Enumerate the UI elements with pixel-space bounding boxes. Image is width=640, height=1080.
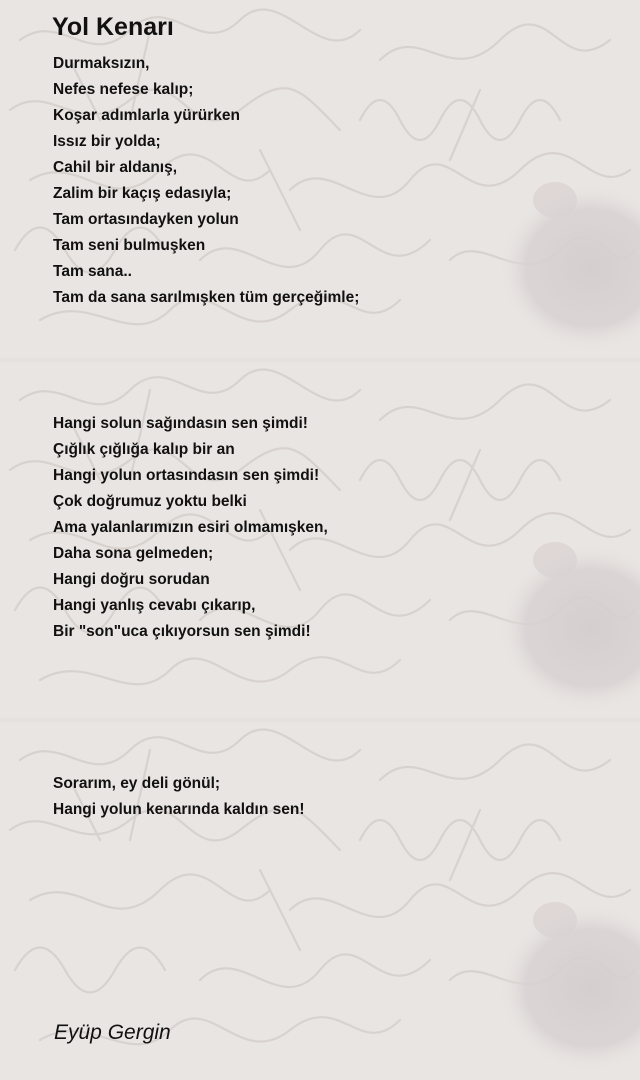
poem-title: Yol Kenarı: [52, 13, 174, 41]
stanza: [53, 411, 328, 645]
poem-line: Hangi doğru sorudan: [53, 571, 210, 588]
poem-line: Hangi yolun kenarında kaldın sen!: [53, 801, 305, 818]
stanza: [53, 51, 359, 311]
poem-line: Hangi solun sağındasın sen şimdi!: [53, 415, 308, 432]
poem-line: Tam da sana sarılmışken tüm gerçeğimle;: [53, 289, 360, 306]
poem-author: Eyüp Gergin: [54, 1021, 171, 1044]
poem-line: Tam ortasındayken yolun: [53, 211, 239, 228]
poem-line: Tam seni bulmuşken: [53, 237, 206, 254]
poem-line: Sorarım, ey deli gönül;: [53, 775, 221, 792]
poem-line: Cahil bir aldanış,: [53, 159, 178, 176]
poem-line: Bir "son"uca çıkıyorsun sen şimdi!: [53, 623, 311, 640]
poem-line: Ama yalanlarımızın esiri olmamışken,: [53, 519, 328, 536]
poem-line: Tam sana..: [53, 263, 132, 280]
poem-line: Hangi yolun ortasındasın sen şimdi!: [53, 467, 320, 484]
poem-line: Koşar adımlarla yürürken: [53, 107, 240, 124]
poem-line: Nefes nefese kalıp;: [53, 81, 194, 98]
poem-line: Durmaksızın,: [53, 55, 150, 72]
poem-line: Çok doğrumuz yoktu belki: [53, 493, 247, 510]
poem-line: Daha sona gelmeden;: [53, 545, 214, 562]
poem-line: Issız bir yolda;: [53, 133, 161, 150]
poem-line: Zalim bir kaçış edasıyla;: [53, 185, 232, 202]
poem-line: Hangi yanlış cevabı çıkarıp,: [53, 597, 256, 614]
stanza: [53, 771, 305, 823]
poem-line: Çığlık çığlığa kalıp bir an: [53, 441, 235, 458]
